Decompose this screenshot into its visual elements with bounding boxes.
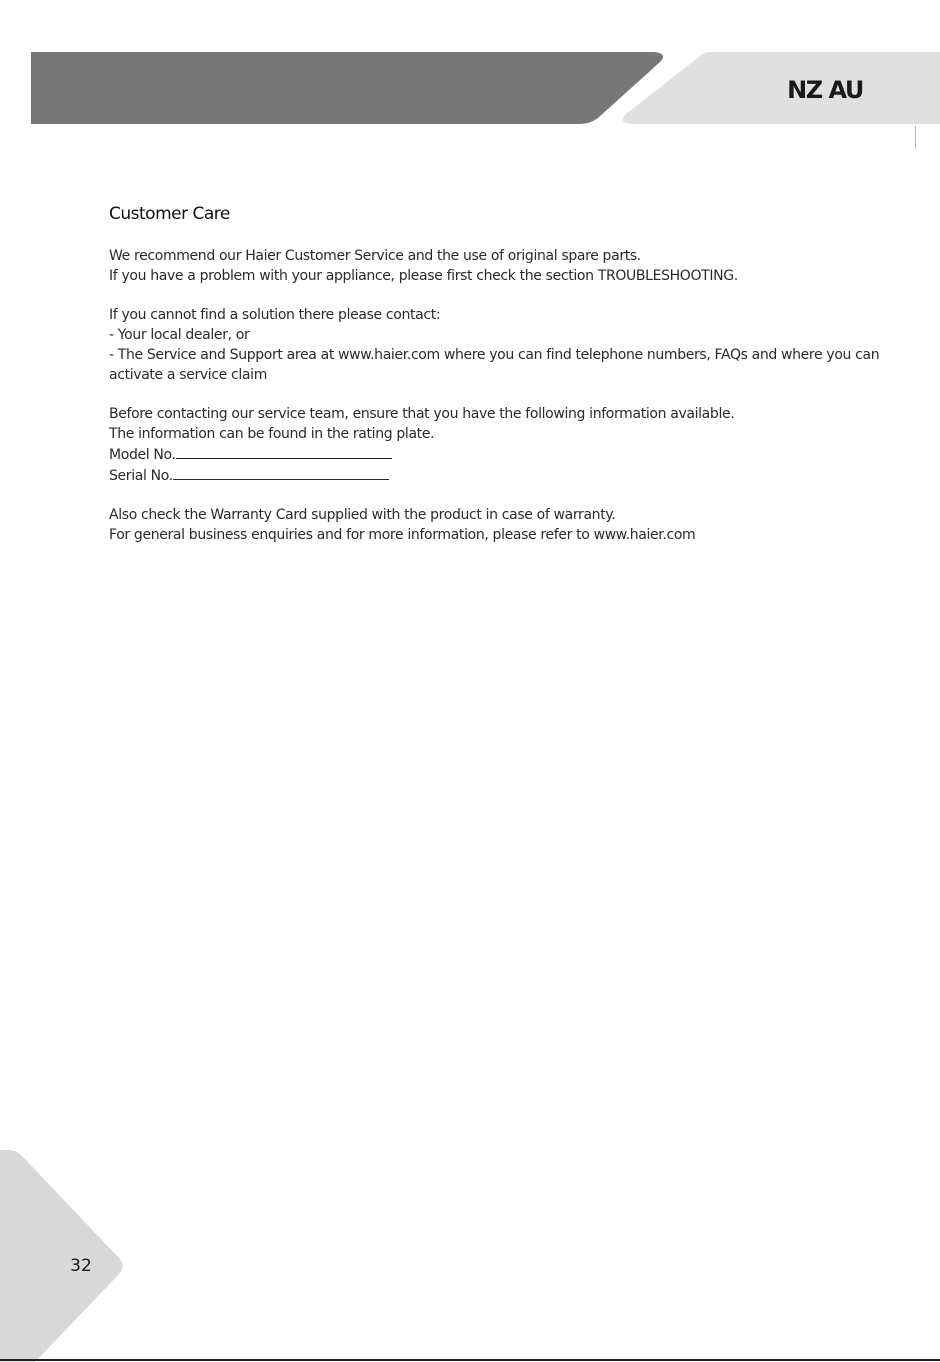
text-line: Before contacting our service team, ensure that you have the following information available. [109,406,735,422]
serial-number-field [109,465,909,486]
header-dark-bar [31,52,663,124]
text-line: For general business enquiries and for more information, please refer to www.haier.com [109,527,696,543]
bottom-rule [0,1359,940,1361]
serial-number-blank [173,465,389,480]
text-line: - Your local dealer, or [109,327,250,343]
region-label: NZ AU [787,76,863,104]
page-number: 32 [70,1256,92,1276]
serial-number-label: Serial No. [109,468,173,484]
customer-care-section [109,203,909,564]
paragraph-information [109,404,909,486]
paragraph-warranty [109,505,909,545]
text-line: - The Service and Support area at www.haier.com where you can find telephone numbers, FAQs and where you can activate a service claim [109,347,880,383]
section-title: Customer Care [109,204,230,224]
text-line: If you have a problem with your appliance, please first check the section TROUBLESHOOTING. [109,268,738,284]
paragraph-contact [109,305,909,385]
text-line: Also check the Warranty Card supplied with the product in case of warranty. [109,507,616,523]
text-line: The information can be found in the rating plate. [109,426,435,442]
text-line: If you cannot find a solution there please contact: [109,307,441,323]
margin-tick [915,126,916,149]
model-number-blank [176,444,392,459]
model-number-field [109,444,909,465]
text-line: We recommend our Haier Customer Service and the use of original spare parts. [109,248,641,264]
model-number-label: Model No. [109,447,176,463]
paragraph-service [109,246,909,286]
